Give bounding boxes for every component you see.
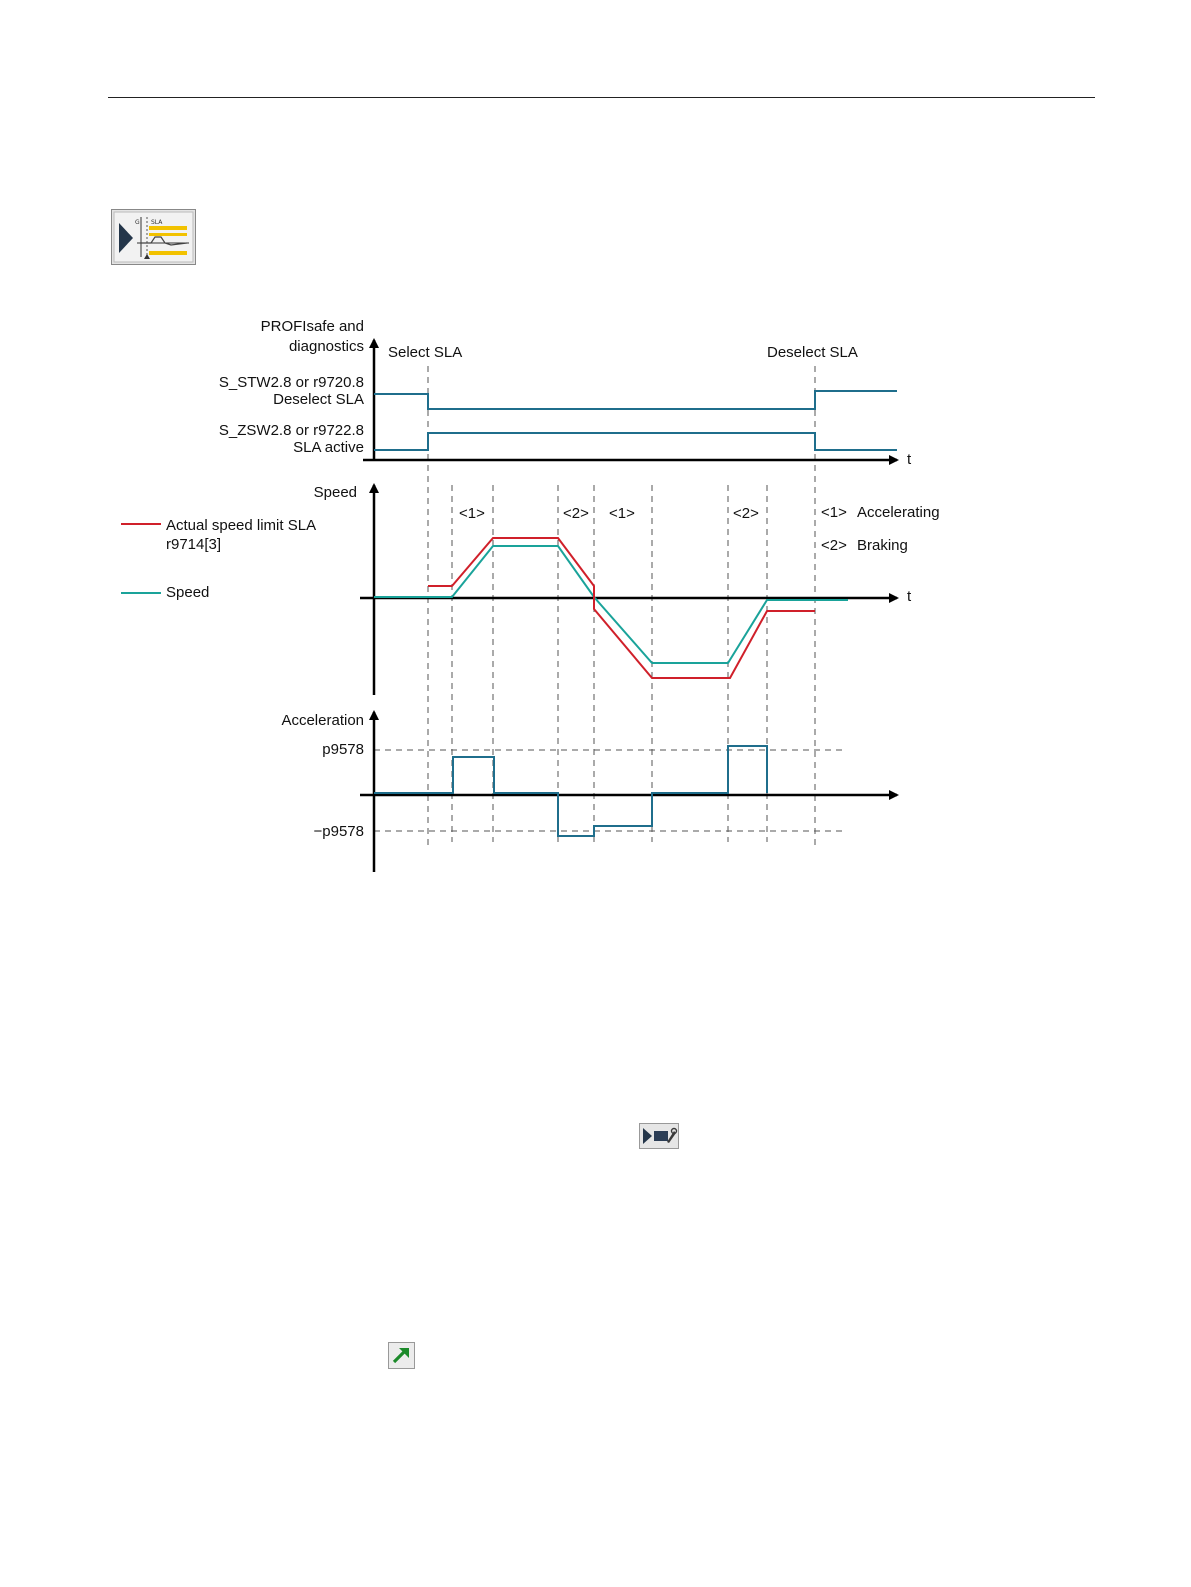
phase-label: <2> <box>733 505 759 522</box>
accelerating-tag: <1> <box>821 504 847 521</box>
braking-label: Braking <box>857 537 908 554</box>
speed-limit-curve <box>428 538 815 678</box>
limit-legend-label-1: Actual speed limit SLA <box>166 517 317 534</box>
speed-legend-label: Speed <box>166 584 210 601</box>
phase-label: <1> <box>609 505 635 522</box>
stw-signal <box>374 391 897 409</box>
stw-label-1: S_STW2.8 or r9720.8 <box>218 374 364 391</box>
limit-legend-label-2: r9714[3] <box>166 536 222 553</box>
phase-label: <1> <box>459 505 485 522</box>
external-link-icon[interactable] <box>388 1342 415 1369</box>
phase-label: <2> <box>563 505 589 522</box>
svg-text:G: G <box>135 219 140 226</box>
top-t-label: t <box>907 451 912 468</box>
acceleration-axis-label: Acceleration <box>281 712 364 729</box>
stw-label-2: Deselect SLA <box>273 391 364 408</box>
zsw-signal <box>374 433 897 450</box>
deselect-sla-label: Deselect SLA <box>767 344 858 361</box>
event-lines <box>428 366 815 850</box>
profisafe-label-1: PROFIsafe and <box>260 318 364 335</box>
zsw-label-2: SLA active <box>293 439 364 456</box>
zsw-label-1: S_ZSW2.8 or r9722.8 <box>218 422 364 439</box>
select-sla-label: Select SLA <box>388 344 463 361</box>
neg-p9578-label: −p9578 <box>313 823 364 840</box>
profisafe-label-2: diagnostics <box>288 338 364 355</box>
speed-t-label: t <box>907 588 912 605</box>
p9578-label: p9578 <box>322 741 364 758</box>
acceleration-curve <box>374 746 767 836</box>
svg-text:SLA: SLA <box>151 219 163 226</box>
safety-tool-icon[interactable] <box>639 1123 679 1149</box>
speed-axis-label: Speed <box>313 484 357 501</box>
accelerating-label: Accelerating <box>857 504 940 521</box>
speed-curve <box>374 546 848 663</box>
braking-tag: <2> <box>821 537 847 554</box>
